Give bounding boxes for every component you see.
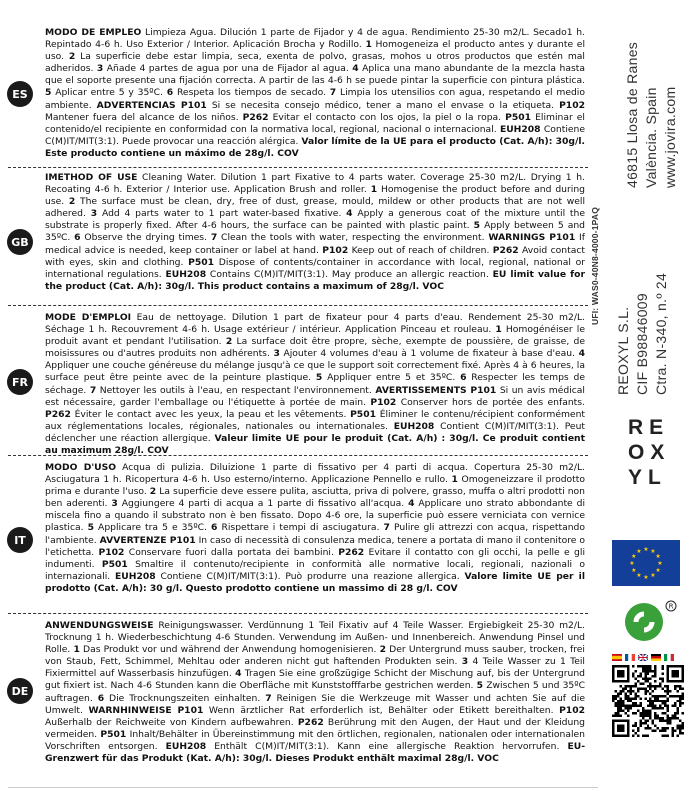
section-text: Conservare fuori dalla portata dei bambini.	[124, 546, 339, 558]
section-text-bold: 1	[451, 474, 458, 486]
section-text-bold: 6	[211, 522, 218, 534]
section-text: Dispose of contents/container in accordance with local, regional, national or international regulations.	[45, 256, 586, 280]
section-text-bold: 7	[89, 384, 97, 396]
section-text-bold: 1	[73, 644, 80, 656]
language-flags	[612, 654, 674, 661]
section-text: 4 Teile Wasser zu 1 Teil Fixiermittel auf Wasserbasis hinzufügen.	[45, 656, 585, 680]
section-text: Nettoyer les outils à l'eau, en respectant l'environnement.	[96, 384, 376, 396]
eu-star: ★	[650, 547, 656, 555]
section-text: Rispettare i tempi di asciugatura.	[217, 522, 384, 534]
section-text-bold: WARNINGS P101	[488, 232, 576, 244]
section-text: Contiene C(M)IT/MIT(3:1). Puede provocar una reacción alérgica.	[45, 123, 585, 147]
section-text: Éliminer le contenu/récipient conformément aux réglementations locales, régionales, nationales ou internationales.	[45, 408, 586, 432]
section-text: Reinigungswasser. Verdünnung 1 Teil Fixativ auf 4 Teile Wasser. Ergiebigkeit 25-30 m2/L. Trocknung 1 h. Wiederbeschichtung 4-6 Stunden. Verwendung im Außen- und Innenbereich. Anwendung Pinsel und Rolle.	[45, 620, 585, 656]
section-text: Homogenise the product before and during use.	[45, 184, 585, 208]
section-text-bold: EUH208	[115, 570, 156, 582]
section-text: Limpia los utensilios con agua, respetando el medio ambiente.	[45, 87, 585, 111]
section-text: In caso di necessità di consulenza medica, tenere a portata di mano il contenitore o l'etichetta.	[45, 534, 585, 558]
section-text-bold: 2	[68, 51, 76, 63]
section-text: Reinigen Sie die Werkzeuge mit Wasser und achten Sie auf die Umwelt.	[45, 692, 585, 716]
section-text: Wenn ärztlicher Rat erforderlich ist, Behälter oder Etikett bereithalten.	[203, 704, 560, 716]
eu-star: ★	[636, 547, 642, 555]
section-text-bold: P262	[297, 716, 324, 728]
flag-fr-icon	[625, 654, 635, 661]
logo-row-2: OX	[628, 441, 671, 464]
section-text: Si un avis médical est nécessaire, garder l'emballage ou l'étiquette à portée de main.	[45, 384, 585, 408]
section-text: Limpieza Agua. Dilución 1 parte de Fijador y 4 de agua. Rendimiento 25-30 m2/L. Secado1 h. Repintado 4-6 h. Uso Exterior / Interior. Aplicación Brocha y Rodillo.	[45, 27, 585, 51]
section-text-bold: 6	[166, 87, 174, 99]
section-text: Respeta los tiempos de secado.	[173, 87, 330, 99]
section-text: Eau de nettoyage. Dilution 1 part de fixateur pour 4 parts d'eau. Rendement 25-30 m2/L. Séchage 1 h. Recouvrement 4-6 h. Usage extérieur / intérieur. Application Pinceau et rouleau.	[45, 312, 585, 336]
section-text: Contiene C(M)IT/MIT(3:1). Può produrre una reazione allergica.	[155, 570, 465, 582]
section-text: Observe the drying times.	[80, 232, 211, 244]
svg-text:R: R	[668, 602, 674, 611]
section-text-bold: ANWENDUNGSWEISE	[45, 620, 154, 631]
section-text: Clean the tools with water, respecting the environment.	[217, 232, 489, 244]
divider	[8, 305, 588, 306]
company-block-right	[623, 42, 680, 188]
section-text-bold: P262	[338, 546, 365, 558]
section-text: Ajouter 4 volumes d'eau à 1 volume de fixateur à base d'eau.	[279, 348, 579, 360]
section-text-bold: AVERTISSEMENTS P101	[375, 384, 497, 396]
badge-es: ES	[7, 81, 33, 107]
section-text: Evitare il contatto con gli occhi, la pelle e gli indumenti.	[45, 546, 585, 570]
section-text-bold: 3	[273, 348, 280, 360]
section-text: Inhalt/Behälter in Übereinstimmung mit den örtlichen, regionalen, nationalen oder internationalen Vorschriften entsorgen.	[45, 728, 585, 752]
qr-code	[612, 665, 684, 741]
eu-star: ★	[636, 572, 642, 580]
eu-star: ★	[655, 567, 661, 574]
eu-star: ★	[643, 546, 649, 553]
company-region: València. Spain	[643, 87, 659, 188]
section-text: Añade 4 partes de agua por una de Fijador al agua.	[103, 63, 353, 75]
section-text: Contains C(M)IT/MIT(3:1). May produce an allergic reaction.	[206, 268, 493, 280]
section-text: Respecter les temps de séchage.	[45, 372, 585, 396]
section-text: Cleaning Water. Dilution 1 part Fixative to 4 parts water. Coverage 25-30 m2/L. Drying 1 h. Recoating 4-6 h. Exterior / Interior use. Application Brush and roller.	[45, 172, 585, 196]
section-text-bold: 7	[210, 232, 218, 244]
section-text-bold: P501	[101, 558, 128, 570]
section-text-bold: 5	[476, 680, 484, 692]
section-text: La superficie debe estar limpia, seca, exenta de polvo, grasas, mohos u otros productos que estén mal adheridos.	[45, 51, 585, 75]
green-dot-icon	[622, 600, 678, 648]
section-text: Berührung mit den Augen, der Haut und der Kleidung vermeiden.	[45, 716, 585, 740]
section-text-bold: P102	[98, 546, 125, 558]
section-text-bold: EU-Grenzwert für das Produkt (Kat. A/h): 30g/l. Dieses Produkt enthält maximal 28g/l. VOC	[45, 740, 586, 765]
ufi-code: UFI: WAS0-40N8-4000-1PAQ	[590, 206, 600, 325]
section-text-bold: P501	[505, 111, 532, 123]
section-text-bold: MODE D'EMPLOI	[45, 312, 132, 323]
eu-star: ★	[629, 560, 635, 567]
section-text: Die Trocknungszeiten einhalten.	[104, 692, 266, 704]
divider	[8, 613, 588, 614]
section-text-bold: 5	[473, 220, 481, 232]
section-text: Pulire gli attrezzi con acqua, rispettando l'ambiente.	[45, 522, 585, 546]
section-text: Aplica una mano abundante de la mezcla hasta que el soporte presente una fijación correcta. A partir de las 4-6 h se puede pintar la superficie con pintura plástica.	[45, 63, 586, 87]
section-text-bold: 7	[383, 522, 390, 534]
section-text-bold: ADVERTENCIAS P101	[96, 99, 207, 111]
section-text-bold: 3	[96, 63, 104, 75]
section-text: If medical advice is needed, keep container or label at hand.	[45, 232, 585, 256]
section-text-bold: 4	[235, 668, 242, 680]
section-text-bold: 5	[87, 522, 94, 534]
badge-it: IT	[7, 527, 33, 553]
section-text-bold: Valeur limite UE pour le produit (Cat. A/h) : 30g/l. Ce produit contient au maximum 28g/l. COV	[45, 432, 585, 457]
section-text: Applicare tra 5 e 35ºC.	[94, 522, 212, 534]
section-text: Éviter le contact avec les yeux, la peau et les vêtements.	[70, 408, 351, 420]
eu-star: ★	[631, 553, 637, 560]
section-text-bold: Valore limite UE per il prodotto (Cat. A/h): 30 g/l. Questo prodotto contiene un massimo di 28 g/l. COV	[45, 570, 585, 594]
section-text-bold: P262	[242, 111, 269, 123]
bottom-rule	[8, 787, 598, 788]
section-text-bold: WARNHINWEISE P101	[88, 704, 204, 716]
section-text-bold: MODO DE EMPLEO	[45, 27, 142, 38]
eu-star: ★	[643, 574, 649, 581]
section-text-bold: P102	[559, 704, 585, 716]
section-text: Apply a generous coat of the mixture until the substrate is properly fixed. After 4-6 hours, the surface can be painted with plastic paint.	[45, 208, 585, 232]
section-text-bold: P102	[559, 99, 585, 111]
section-text: Das Produkt vor und während der Anwendung homogenisieren.	[79, 644, 380, 656]
divider	[8, 455, 588, 456]
eu-flag-icon	[612, 540, 680, 586]
section-text: Applicare uno strato abbondante di miscela fino a quando il substrato non è ben fissato. Dopo 4-6 ore, la superficie può essere verniciata con vernice plastica.	[45, 498, 586, 534]
flag-es-icon	[612, 654, 622, 661]
section-text-bold: EU limit value for the product (Cat. A/h): 30g/l. This product contains a maximum of 28g/l. VOC	[45, 268, 585, 292]
section-text-bold: 4	[578, 348, 585, 360]
eu-star: ★	[655, 553, 661, 560]
section-text-bold: 3	[461, 656, 469, 668]
section-text-bold: EUH208	[393, 420, 435, 432]
section-text-bold: AVVERTENZE P101	[99, 534, 196, 546]
section-text-bold: P102	[370, 396, 397, 408]
section-text: Homogeneiza el producto antes y durante el uso.	[45, 39, 585, 63]
section-text-bold: 6	[97, 692, 105, 704]
section-text: Smaltire il contenuto/recipiente in conformità alle normative locali, regionali, nazionali o internazionali.	[45, 558, 585, 582]
section-text: Conserver hors de portée des enfants.	[396, 396, 585, 408]
section-text: Avoid contact with eyes, skin and clothing.	[45, 244, 585, 268]
section-text: Der Untergrund muss sauber, trocken, frei von Staub, Fett, Schimmel, Mehltau oder anderen nicht gut haftenden Produkten sein.	[45, 644, 585, 668]
section-text: Omogeneizzare il prodotto prima e durante l'uso.	[45, 474, 585, 498]
section-text: Keep out of reach of children.	[348, 244, 493, 256]
section-text-bold: P262	[492, 244, 519, 256]
section-text: Homogénéiser le produit avant et pendant l'utilisation.	[45, 324, 585, 348]
section-text-bold: MODO D'USO	[45, 462, 117, 473]
section-text-bold: P501	[100, 728, 127, 740]
badge-de: DE	[7, 678, 33, 704]
eu-stars	[612, 540, 680, 586]
section-text-bold: 7	[265, 692, 272, 704]
section-text-bold: 2	[225, 336, 233, 348]
section-text-bold: 1	[365, 39, 372, 51]
section-es	[45, 27, 585, 160]
section-text: Appliquer une couche généreuse du mélange jusqu'à ce que le support soit correctement fixé. Après 4 à 6 heures, la surface peut être peinte avec de la peinture plastique.	[45, 360, 585, 384]
section-gb	[45, 172, 585, 293]
section-text: La superficie deve essere pulita, asciutta, priva di polvere, grasso, muffa o altri prodotti non ben aderenti.	[45, 486, 585, 510]
section-text-bold: 3	[90, 208, 98, 220]
section-text-bold: 1	[495, 324, 502, 336]
section-text: Appliquer entre 5 et 35ºC.	[322, 372, 461, 384]
eu-star: ★	[631, 567, 637, 574]
eu-star: ★	[650, 572, 656, 580]
company-cif: CIF B98846009	[634, 293, 650, 395]
section-text-bold: 4	[346, 208, 353, 220]
section-text: La surface doit être propre, sèche, exempte de poussière, de graisse, de moisissures ou d'autres produits non adhérents.	[45, 336, 585, 360]
flag-it-icon	[664, 654, 674, 661]
section-text-bold: EUH208	[165, 268, 207, 280]
section-text-bold: IMETHOD OF USE	[45, 172, 138, 183]
section-text-bold: P501	[350, 408, 376, 420]
section-text-bold: Valor límite de la UE para el producto (Cat. A/h): 30g/l. Este producto contiene un máximo de 28g/l. COV	[45, 135, 585, 159]
section-text: Zwischen 5 und 35ºC auftragen.	[45, 680, 586, 704]
section-text-bold: 7	[329, 87, 337, 99]
section-text-bold: 6	[74, 232, 81, 244]
logo-row-1: RE	[628, 416, 670, 439]
section-text-bold: 4	[408, 498, 415, 510]
company-name: REOXYL S.L.	[615, 306, 631, 395]
section-text: Aggiungere 4 parti di acqua a 1 parte di fissativo all'acqua.	[117, 498, 409, 510]
section-text: Contient C(M)IT/MIT(3:1). Peut déclencher une réaction allergique.	[45, 420, 585, 444]
section-text-bold: EUH208	[165, 740, 207, 752]
flag-gb-icon	[638, 654, 648, 661]
section-text: Si se necesita consejo médico, tener a mano el envase o la etiqueta.	[206, 99, 560, 111]
section-de	[45, 620, 585, 765]
section-it	[45, 462, 585, 595]
section-text: Apply between 5 and 35ºC.	[45, 220, 585, 244]
section-text-bold: 2	[68, 196, 76, 208]
company-city: 46815 Llosa de Ranes	[624, 41, 640, 188]
section-text-bold: 4	[352, 63, 359, 75]
company-website: www.jovira.com	[662, 86, 678, 188]
section-text: Eliminar el contenido/el recipiente en conformidad con la normativa local, regional, nacional o internacional.	[45, 111, 585, 135]
section-text: The surface must be clean, dry, free of dust, grease, mould, mildew or other products that are not well adhered.	[45, 196, 586, 220]
section-text: Aplicar entre 5 y 35ºC.	[51, 87, 167, 99]
eu-star: ★	[657, 560, 663, 567]
section-text-bold: 5	[45, 87, 52, 99]
badge-fr: FR	[7, 369, 33, 395]
section-text-bold: 2	[379, 644, 386, 656]
section-text-bold: 5	[315, 372, 323, 384]
company-road: Ctra. N-340, n.º 24	[653, 272, 669, 395]
section-text: Evitar el contacto con los ojos, la piel o la ropa.	[268, 111, 506, 123]
section-fr	[45, 312, 585, 457]
section-text-bold: 6	[460, 372, 467, 384]
section-text-bold: P262	[45, 408, 71, 420]
company-block-left	[614, 273, 671, 395]
flag-de-icon	[651, 654, 661, 661]
section-text-bold: 3	[111, 498, 118, 510]
logo-row-3: YL	[628, 466, 667, 489]
section-text: Mantener fuera del alcance de los niños.	[45, 111, 243, 123]
section-text: Tragen Sie eine großzügige Schicht der Mischung auf, bis der Untergrund gut fixiert ist. Nach 4-6 Stunden kann die Oberfläche mit Kunststofffarbe gestrichen werden.	[45, 668, 585, 692]
section-text-bold: EUH208	[499, 123, 541, 135]
section-text-bold: 1	[370, 184, 378, 196]
section-text-bold: 2	[149, 486, 157, 498]
section-text-bold: P102	[322, 244, 349, 256]
section-text: Außerhalb der Reichweite von Kindern aufbewahren.	[45, 716, 298, 728]
reoxyl-logo	[628, 415, 678, 490]
divider	[8, 167, 588, 168]
badge-gb: GB	[7, 229, 33, 255]
section-text: Add 4 parts water to 1 part water-based fixative.	[97, 208, 347, 220]
section-text: Acqua di pulizia. Diluizione 1 parte di fissativo per 4 parti di acqua. Copertura 25-30 m2/L. Asciugatura 1 h. Ricopertura 4-6 h. Uso esterno/interno. Applicazione Pennello e rullo.	[45, 462, 585, 486]
section-text: Enthält C(M)IT/MIT(3:1). Kann eine allergische Reaktion hervorrufen.	[206, 740, 568, 752]
section-text-bold: P501	[188, 256, 215, 268]
